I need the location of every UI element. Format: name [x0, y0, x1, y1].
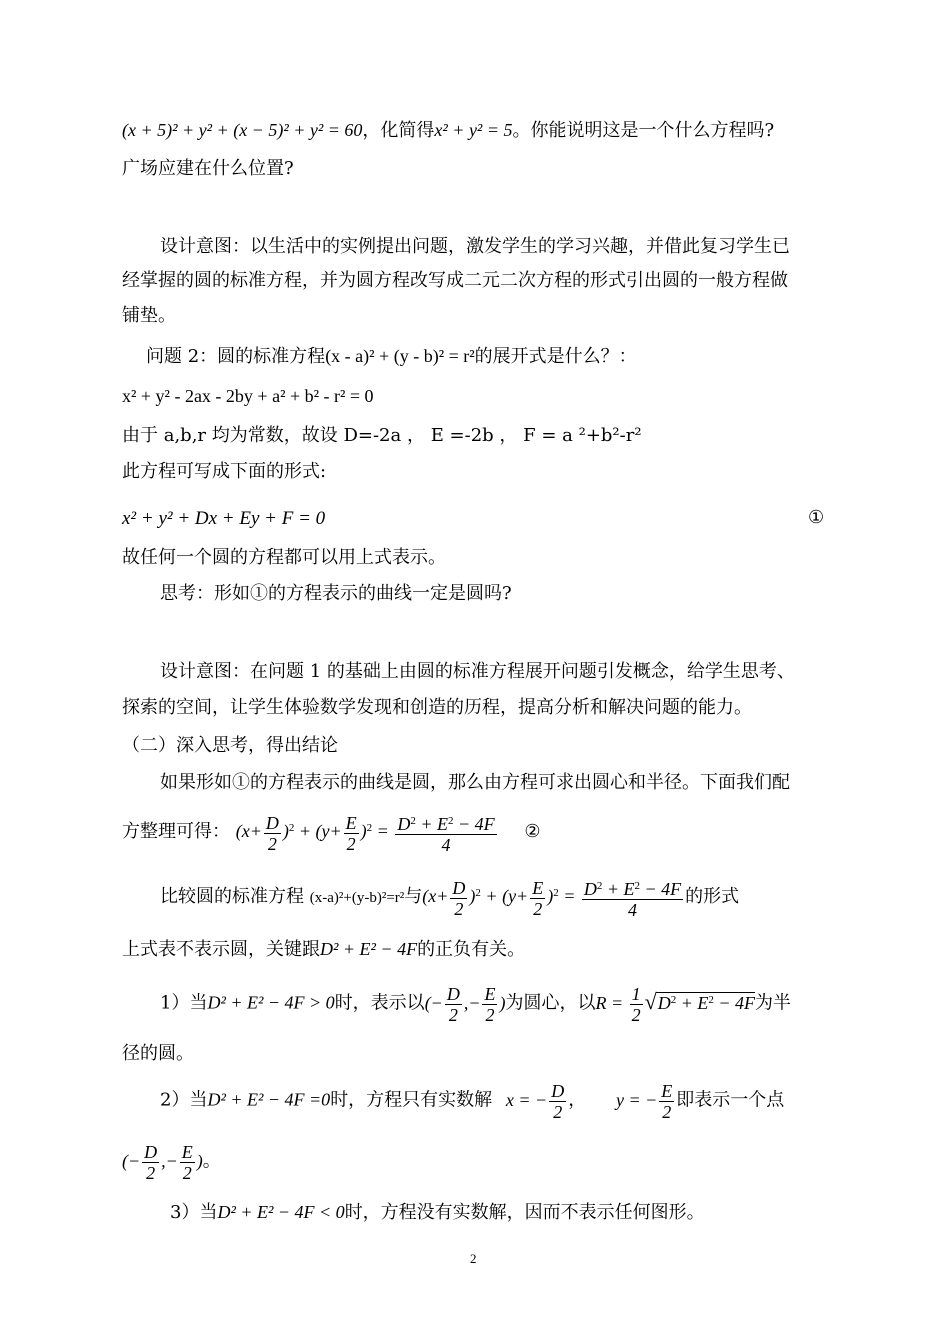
compare-prefix: 比较圆的标准方程 — [160, 886, 304, 908]
equation-marker-1: ① — [808, 507, 825, 528]
case-2-line — [160, 1081, 784, 1122]
completed-square-equation: (x+ $\frac{D}{2}$ )$^2$ + (y+ $\frac{E}{2}$ )$^2$ = $\frac{D^2 + E^2 - 4F}{4}$ — [235, 812, 495, 855]
completed-square-prefix: 方整理可得： — [122, 821, 230, 843]
case-3-condition: D² + E² − 4F < 0 — [217, 1202, 345, 1222]
design-intent-1-line-1: 设计意图：以生活中的实例提出问题，激发学生的学习兴趣，并借此复习学生已 — [160, 236, 790, 257]
case-2-text-1: 时，方程只有实数解 — [330, 1089, 493, 1111]
expanded-equation: x² + y² - 2ax - 2by + a² + b² - r² = 0 — [122, 386, 374, 406]
equation-simplified: x² + y² = 5 — [434, 120, 513, 140]
design-intent-2-line-1: 设计意图：在问题 1 的基础上由圆的标准方程展开问题引发概念，给学生思考、 — [160, 661, 795, 682]
case-2-text-3: 即表示一个点 — [676, 1089, 785, 1111]
case-3-prefix: 3）当 — [170, 1202, 218, 1223]
completed-square-line — [122, 811, 541, 855]
case-2-prefix: 2）当 — [160, 1089, 208, 1111]
equation-sum-distances: (x + 5)² + y² + (x − 5)² + y² = 60 — [122, 120, 363, 140]
case-1-text-3: 为半 — [755, 992, 792, 1014]
question-2-suffix: 的展开式是什么？： — [474, 346, 637, 367]
case-2-end: 。 — [202, 1150, 221, 1172]
design-intent-1-line-3: 铺垫。 — [122, 305, 176, 326]
compare-suffix: 的形式 — [685, 886, 740, 908]
intro-line-1 — [122, 121, 774, 140]
standard-circle-equation: (x - a)² + (y - b)² = r² — [325, 346, 475, 366]
question-2-prefix: 问题 2：圆的标准方程 — [146, 346, 326, 367]
key-suffix: 的正负有关。 — [417, 939, 526, 960]
case-2-line-2 — [122, 1142, 221, 1183]
section-2-paragraph: 如果形如①的方程表示的曲线是圆，那么由方程可求出圆心和半径。下面我们配 — [160, 772, 790, 793]
case-1-text-2: 为圆心，以 — [505, 992, 596, 1014]
question-2-line — [146, 347, 637, 366]
intro-line-2: 广场应建在什么位置? — [122, 158, 294, 179]
page-number: 2 — [470, 1251, 477, 1266]
general-equation: x² + y² + Dx + Ey + F = 0 — [122, 508, 326, 529]
case-1-condition: D² + E² − 4F > 0 — [207, 992, 335, 1013]
single-point: (− $\frac{D}{2}$ ,− $\frac{E}{2}$ ) — [122, 1142, 203, 1183]
case-2-condition: D² + E² − 4F =0 — [207, 1089, 331, 1110]
intro-text-1: ，化简得 — [362, 120, 435, 141]
center-point: (− $\frac{D}{2}$ ,− $\frac{E}{2}$ ) — [424, 984, 506, 1025]
solution-x: x = − $\frac{D}{2}$ — [505, 1081, 565, 1122]
compare-general-equation: (x+ $\frac{D}{2}$ )$^2$ + (y+ $\frac{E}{2}$ )$^2$ = $\frac{D^2 + E^2 - 4F}{4}$ — [422, 877, 682, 920]
case-2-text-2: ， — [568, 1089, 587, 1111]
key-line — [122, 940, 525, 959]
case-1-line — [160, 984, 791, 1025]
case-1-line-2: 径的圆。 — [122, 1043, 194, 1064]
equation-marker-2: ② — [524, 821, 541, 843]
case-1-text-1: 时，表示以 — [334, 992, 425, 1014]
compare-standard-equation: (x-a)²+(y-b)²=r² — [309, 890, 405, 907]
solution-y: y = − $\frac{E}{2}$ — [615, 1081, 673, 1122]
radius-formula: R = $\frac{1}{2}$ $√D^2 + E^2 - 4F$ — [595, 984, 756, 1025]
discriminant: D² + E² − 4F — [320, 939, 418, 959]
case-1-prefix: 1）当 — [160, 992, 208, 1014]
design-intent-2-line-2: 探索的空间，让学生体验数学发现和创造的历程，提高分析和解决问题的能力。 — [122, 697, 752, 718]
conclusion-line: 故任何一个圆的方程都可以用上式表示。 — [122, 547, 446, 568]
section-2-heading: （二）深入思考，得出结论 — [122, 735, 338, 756]
compare-with: 与 — [404, 886, 423, 908]
case-3-line — [170, 1203, 705, 1222]
form-line: 此方程可写成下面的形式: — [122, 461, 327, 482]
intro-text-2: 。你能说明这是一个什么方程吗? — [512, 120, 775, 141]
key-prefix: 上式表不表示圆，关键跟 — [122, 939, 320, 960]
constants-line: 由于 a,b,r 均为常数，故设 D=-2a ， E =-2b ， F = a ²+b²-r² — [122, 425, 642, 446]
think-line: 思考：形如①的方程表示的曲线一定是圆吗? — [160, 583, 512, 604]
compare-line — [160, 876, 739, 920]
design-intent-1-line-2: 经掌握的圆的标准方程，并为圆方程改写成二元二次方程的形式引出圆的一般方程做 — [122, 270, 788, 291]
case-3-suffix: 时，方程没有实数解，因而不表示任何图形。 — [344, 1202, 705, 1223]
